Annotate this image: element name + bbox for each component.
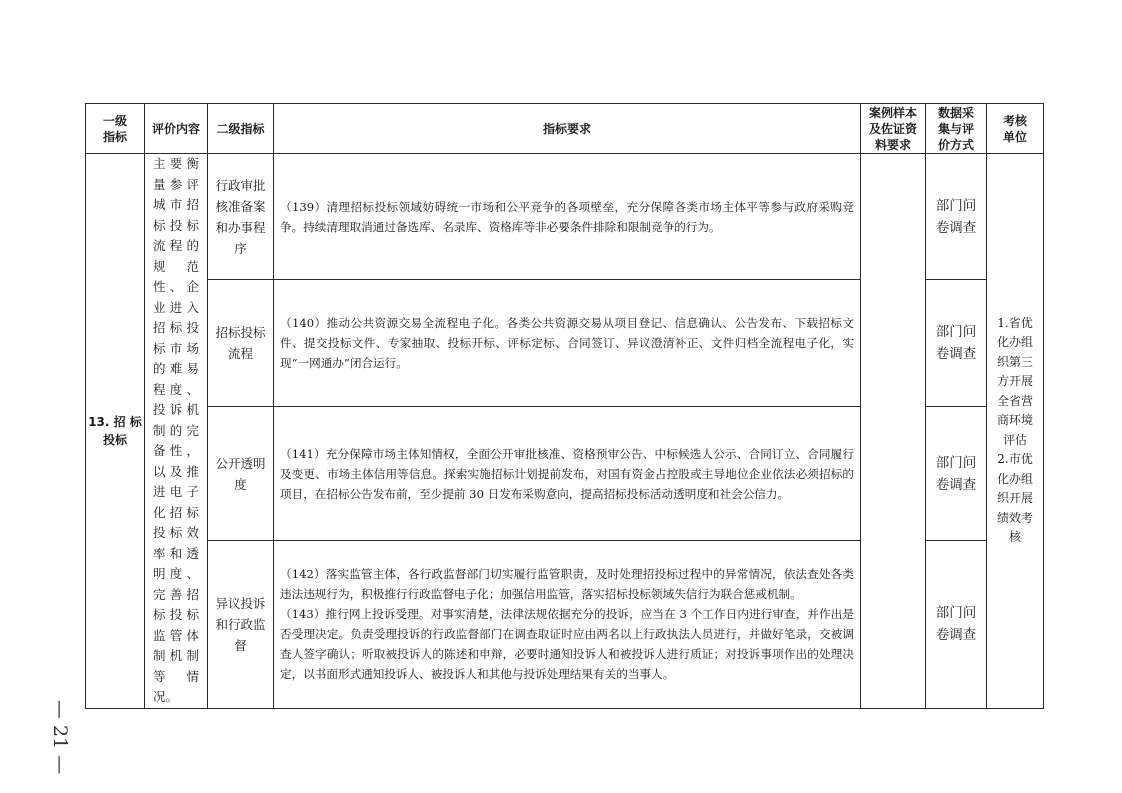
level2-cell: 行政审批核准备案和办事程序: [208, 154, 274, 280]
header-sample: 案例样本 及佐证资 料要求: [861, 104, 926, 154]
level1-cell: 13. 招 标 投标: [86, 154, 145, 709]
page-number: — 21 —: [49, 700, 71, 775]
method-cell: 部门问卷调查: [926, 407, 987, 541]
header-level1: 一级 指标: [86, 104, 145, 154]
requirement-cell: [274, 154, 861, 280]
method-cell: 部门问卷调查: [926, 154, 987, 280]
header-content: 评价内容: [145, 104, 208, 154]
header-method: 数据采 集与评 价方式: [926, 104, 987, 154]
requirement-cell: [274, 541, 861, 708]
requirement-text: （139）清理招标投标领域妨碍统一市场和公平竞争的各项壁垒，充分保障各类市场主体平等参与政府采购竞争。持续清理取消通过备选库、名录库、资格库等非必要条件排除和限制竞争的行为。: [280, 199, 854, 234]
unit-cell: 1.省优化办组织第三方开展全省营商环境评估 2.市优化办组织开展绩效考核: [987, 154, 1044, 709]
requirement-text: （141）充分保障市场主体知情权，全面公开审批核准、资格预审公告、中标候选人公示、合同订立、合同履行及变更、市场主体信用等信息。探索实施招标计划提前发布，对国有资金占控股或主导地位企业依法必须招标的项目，在招标公告发布前，至少提前 30 日发布采购意向，提高招标投标活动透明度和社会公信力。: [280, 446, 854, 501]
method-cell: 部门问卷调查: [926, 280, 987, 407]
requirement-text: （140）推动公共资源交易全流程电子化。各类公共资源交易从项目登记、信息确认、公告发布、下载招标文件、提交投标文件、专家抽取、投标开标、评标定标、合同签订、异议澄清补正、文件归档全流程电子化，实现“一网通办”闭合运行。: [280, 316, 854, 371]
header-level2: 二级指标: [208, 104, 274, 154]
header-requirement: 指标要求: [274, 104, 861, 154]
level2-cell: 公开透明度: [208, 407, 274, 541]
method-cell: 部门问卷调查: [926, 541, 987, 708]
level2-cell: 招标投标流程: [208, 280, 274, 407]
requirement-text: （142）落实监管主体，各行政监督部门切实履行监管职责，及时处理招投标过程中的异常情况，依法查处各类违法违规行为，积极推行行政监督电子化；加强信用监管，落实招标投标领域失信行为联合惩戒机制。: [280, 567, 854, 602]
header-unit: 考核 单位: [987, 104, 1044, 154]
indicator-table: [85, 103, 1044, 709]
requirement-cell: [274, 407, 861, 541]
table-row: [86, 154, 1044, 280]
level2-cell: 异议投诉和行政监督: [208, 541, 274, 708]
requirement-cell: [274, 280, 861, 407]
requirement-text: （143）推行网上投诉受理。对事实清楚，法律法规依据充分的投诉，应当在 3 个工作日内进行审查，并作出是否受理决定。负责受理投诉的行政监督部门在调查取证时应由两名以上行政执法人员进行，并做好笔录，交被调查人签字确认；听取被投诉人的陈述和申辩，必要时通知投诉人和被投诉人进行质证；对投诉事项作出的处理决定，以书面形式通知投诉人、被投诉人和其他与投诉处理结果有关的当事人。: [280, 607, 854, 682]
header-row: [86, 104, 1044, 154]
content-cell: 主要衡量参评城市招标投标流程的规范性、企业进入招标投标市场的难易程度、投诉机制的完备性，以及推进电子化招标投标效率和透明度、完善招标投标监管体制机制等情况。: [145, 154, 208, 709]
sample-cell: [861, 154, 926, 709]
